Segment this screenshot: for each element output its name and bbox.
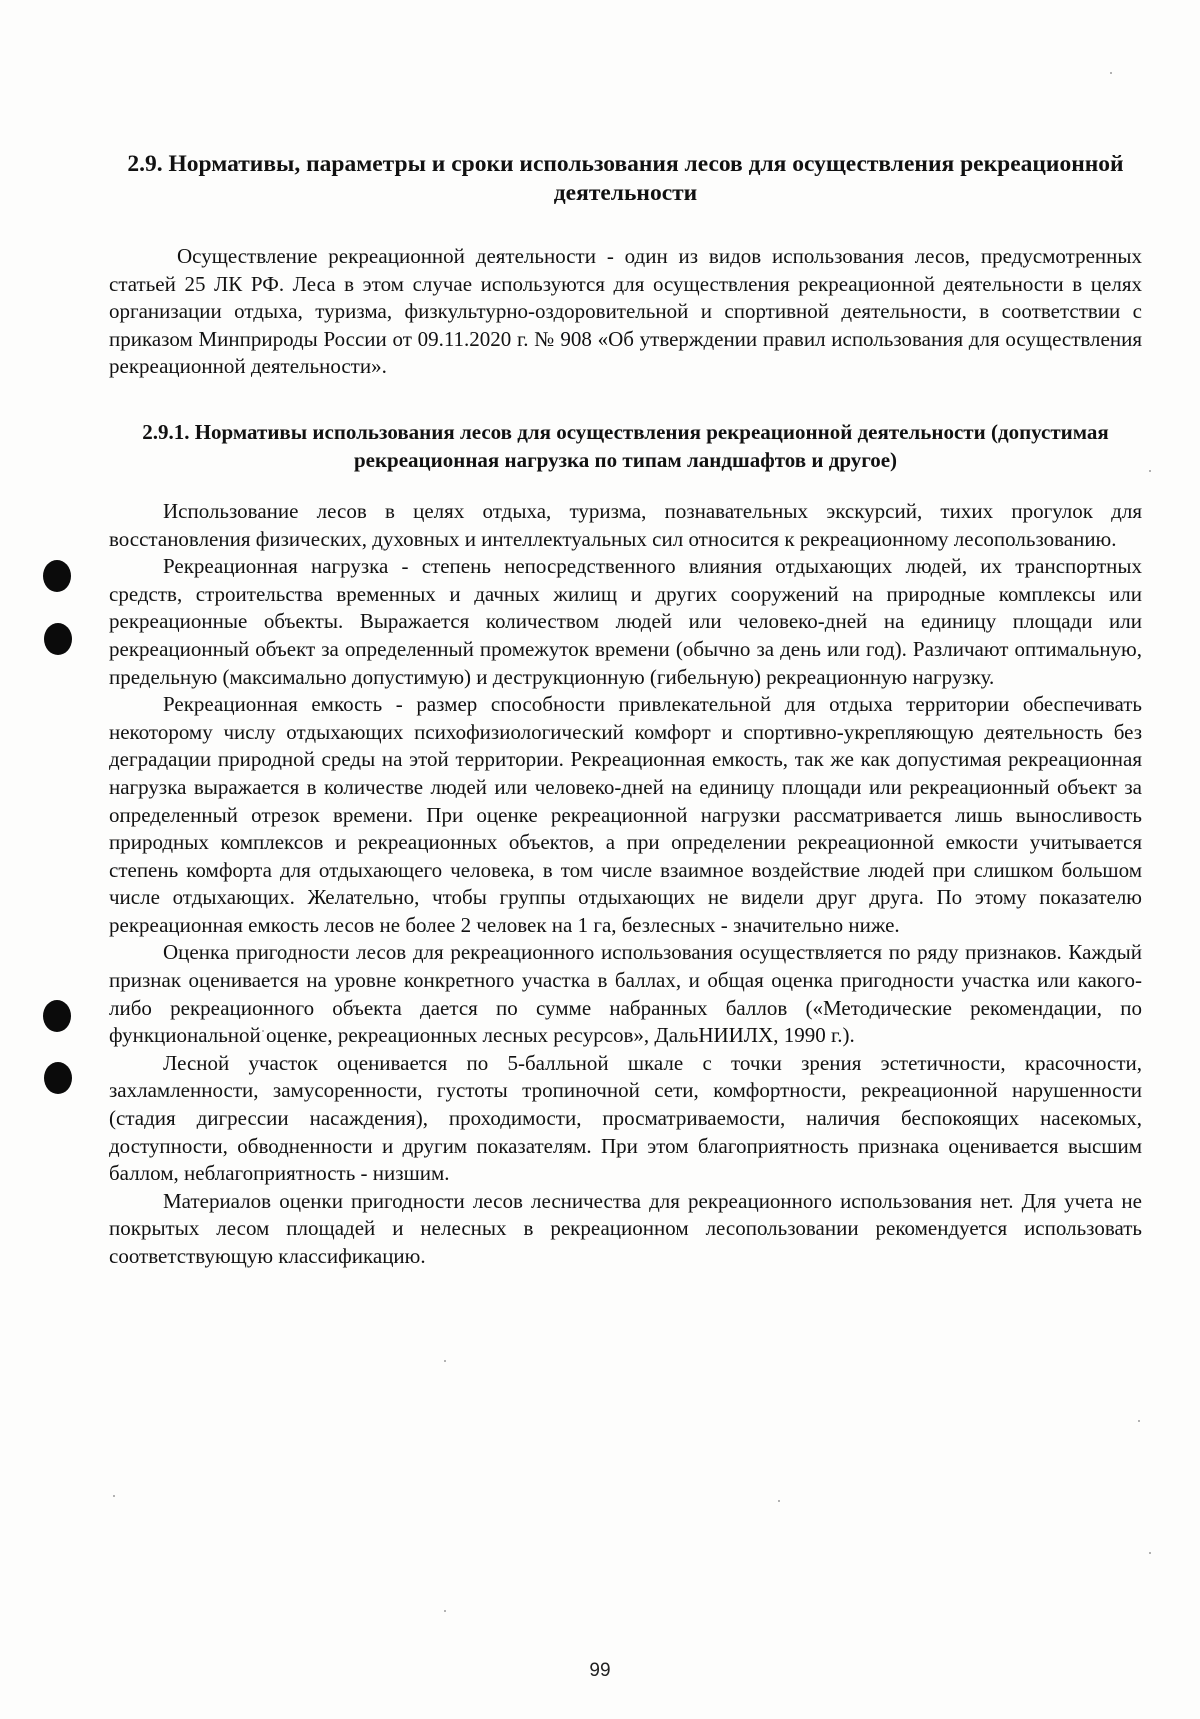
scan-speck xyxy=(1149,470,1151,472)
scan-speck xyxy=(1110,72,1112,74)
paragraph: Рекреационная емкость - размер способности привлекательной для отдыха территории обеспечивать некоторому числу отдыхающих психофизиологический комфорт и спортивно-укрепляющую деятельность без деградации природной среды на этой территории. Рекреационная емкость, так же как допустимая рекреационная нагрузка выражается в количестве людей или человеко-дней на единицу площади или рекреационный объект за определенный отрезок времени. При оценке рекреационной нагрузки рассматривается лишь выносливость природных комплексов и рекреационных объектов, а при определении рекреационной емкости учитывается степень комфорта для отдыхающего человека, в том числе взаимное воздействие людей при слишком большом числе отдыхающих. Желательно, чтобы группы отдыхающих не видели друг друга. По этому показателю рекреационная емкость лесов не более 2 человек на 1 га, безлесных - значительно ниже. xyxy=(109,692,1142,937)
paragraph: Оценка пригодности лесов для рекреационного использования осуществляется по ряду признаков. Каждый признак оценивается на уровне конкретного участка в баллах, и общая оценка пригодности участка или какого-либо рекреационного объекта дается по сумме набранных баллов («Методические рекомендации, по функциональной оценке, рекреационных лесных ресурсов», ДальНИИЛХ, 1990 г.). xyxy=(109,940,1142,1048)
scan-speck xyxy=(113,1495,115,1497)
punch-hole-3 xyxy=(43,1000,71,1032)
scan-speck xyxy=(1138,1420,1140,1422)
paragraph: Использование лесов в целях отдыха, туризма, познавательных экскурсий, тихих прогулок для восстановления физических, духовных и интеллектуальных сил относится к рекреационному лесопользованию. xyxy=(109,498,1142,551)
scan-speck xyxy=(778,1500,780,1502)
scan-speck xyxy=(1149,1552,1151,1554)
scan-speck xyxy=(444,1360,446,1362)
page-number: 99 xyxy=(589,1660,611,1681)
punch-hole-2 xyxy=(44,623,72,655)
intro-paragraph: Осуществление рекреационной деятельности - один из видов использования лесов, предусмотренных статьей 25 ЛК РФ. Леса в этом случае используются для осуществления рекреационной деятельности в целях организации отдыха, туризма, физкультурно-оздоровительной и спортивной деятельности, в соответствии с приказом Минприроды России от 09.11.2020 г. № 908 «Об утверждении правил использования для осуществления рекреационной деятельности». xyxy=(109,244,1142,379)
paragraph: Материалов оценки пригодности лесов лесничества для рекреационного использования нет. Для учета не покрытых лесом площадей и нелесных в рекреационном лесопользовании рекомендуется использовать соответствующую классификацию. xyxy=(109,1188,1142,1268)
section-title: 2.9. Нормативы, параметры и сроки использования лесов для осуществления рекреационной деятельности xyxy=(127,151,1124,206)
subsection-title: 2.9.1. Нормативы использования лесов для осуществления рекреационной деятельности (допустимая рекреационная нагрузка по типам ландшафтов и другое) xyxy=(142,419,1109,472)
punch-hole-1 xyxy=(43,560,71,592)
document-body xyxy=(109,150,1142,1271)
punch-hole-4 xyxy=(44,1062,72,1094)
paragraph: Лесной участок оценивается по 5-балльной шкале с точки зрения эстетичности, красочности, захламленности, замусоренности, густоты тропиночной сети, комфортности, рекреационной нарушенности (стадия дигрессии насаждения), проходимости, просматриваемости, наличия беспокоящих насекомых, доступности, обводненности и другим показателям. При этом благоприятность признака оценивается высшим баллом, неблагоприятность - низшим. xyxy=(109,1050,1142,1186)
scan-speck xyxy=(444,1610,446,1612)
paragraph: Рекреационная нагрузка - степень непосредственного влияния отдыхающих людей, их транспортных средств, строительства временных и дачных жилищ и других сооружений на природные комплексы или рекреационные объекты. Выражается количеством людей или человеко-дней на единицу площади или рекреационный объект за определенный промежуток времени (обычно за день или год). Различают оптимальную, предельную (максимально допустимую) и деструкционную (гибельную) рекреационную нагрузку. xyxy=(109,554,1142,689)
